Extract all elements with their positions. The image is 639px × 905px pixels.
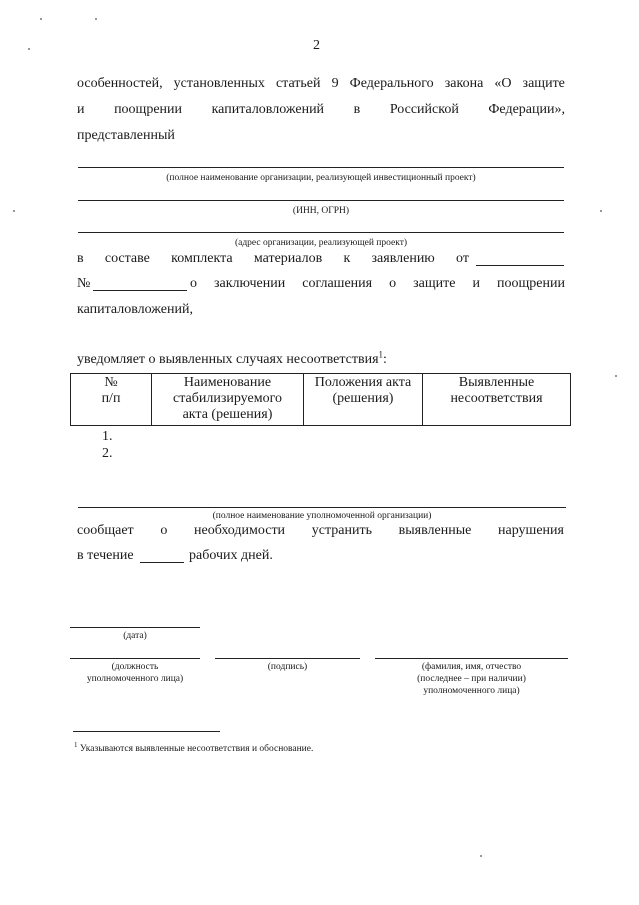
position-caption-2: уполномоченного лица) — [86, 674, 184, 684]
footnote — [74, 739, 313, 755]
col-header-inconsistencies: Выявленные несоответствия — [423, 374, 571, 426]
table-row-1: 1. — [102, 429, 113, 444]
col-header-act-name: Наименование стабилизируемого акта (решения) — [152, 374, 304, 426]
request-line-1: сообщает о необходимости устранить выявленные нарушения — [77, 523, 564, 538]
scan-speck — [600, 210, 602, 212]
fio-caption-3: уполномоченного лица) — [423, 686, 520, 696]
col-header-number: № п/п — [71, 374, 152, 426]
page-number: 2 — [313, 38, 320, 53]
application-line-3: капиталовложений, — [77, 302, 193, 317]
application-number-field[interactable] — [93, 290, 187, 291]
sign-field-line[interactable] — [215, 658, 360, 659]
number-sign: № — [77, 276, 91, 291]
scan-speck — [480, 855, 482, 857]
position-caption-1: (должность — [111, 662, 159, 672]
authorized-org-field-line[interactable] — [78, 507, 566, 508]
intro-line-3: представленный — [77, 128, 175, 143]
address-field-line[interactable] — [78, 232, 564, 233]
inn-ogrn-field-line[interactable] — [78, 200, 564, 201]
request-suffix: рабочих дней. — [189, 548, 273, 563]
scan-speck — [615, 375, 617, 377]
col-header-act-provisions: Положения акта (решения) — [304, 374, 423, 426]
date-field-line[interactable] — [70, 627, 200, 628]
footnote-ref: 1 — [378, 349, 384, 360]
request-prefix: в течение — [77, 548, 134, 563]
application-line-1: в составе комплекта материалов к заявлению от — [77, 251, 469, 266]
address-caption: (адрес организации, реализующей проект) — [234, 238, 408, 248]
table-row-2: 2. — [102, 446, 113, 461]
table-header-row — [71, 374, 571, 426]
application-line-2: о заключении соглашения о защите и поощрении — [190, 276, 565, 291]
fio-caption-2: (последнее – при наличии) — [417, 674, 526, 684]
date-caption: (дата) — [123, 631, 147, 641]
footnote-text: Указываются выявленные несоответствия и обоснование. — [79, 744, 314, 755]
days-count-field[interactable] — [140, 562, 184, 563]
inn-ogrn-caption: (ИНН, ОГРН) — [292, 206, 350, 216]
fio-caption-1: (фамилия, имя, отчество — [421, 662, 522, 672]
sign-caption: (подпись) — [267, 662, 308, 672]
fio-field-line[interactable] — [375, 658, 568, 659]
inconsistencies-table — [70, 373, 571, 426]
scan-speck — [95, 18, 97, 20]
notice-text: уведомляет о выявленных случаях несоответствия$^1$: — [77, 349, 387, 367]
footnote-separator — [73, 731, 220, 732]
authorized-org-caption: (полное наименование уполномоченной организации) — [212, 511, 432, 521]
scan-speck — [13, 210, 15, 212]
scan-speck — [40, 18, 42, 20]
application-date-field[interactable] — [476, 265, 564, 266]
footnote-mark: 1 — [74, 741, 78, 749]
scan-speck — [28, 48, 30, 50]
intro-line-1: особенностей, установленных статьей 9 Федерального закона «О защите — [77, 76, 565, 91]
intro-line-2: и поощрении капиталовложений в Российской Федерации», — [77, 102, 565, 117]
position-field-line[interactable] — [70, 658, 200, 659]
org-name-caption: (полное наименование организации, реализующей инвестиционный проект) — [166, 173, 476, 183]
org-name-field-line[interactable] — [78, 167, 564, 168]
